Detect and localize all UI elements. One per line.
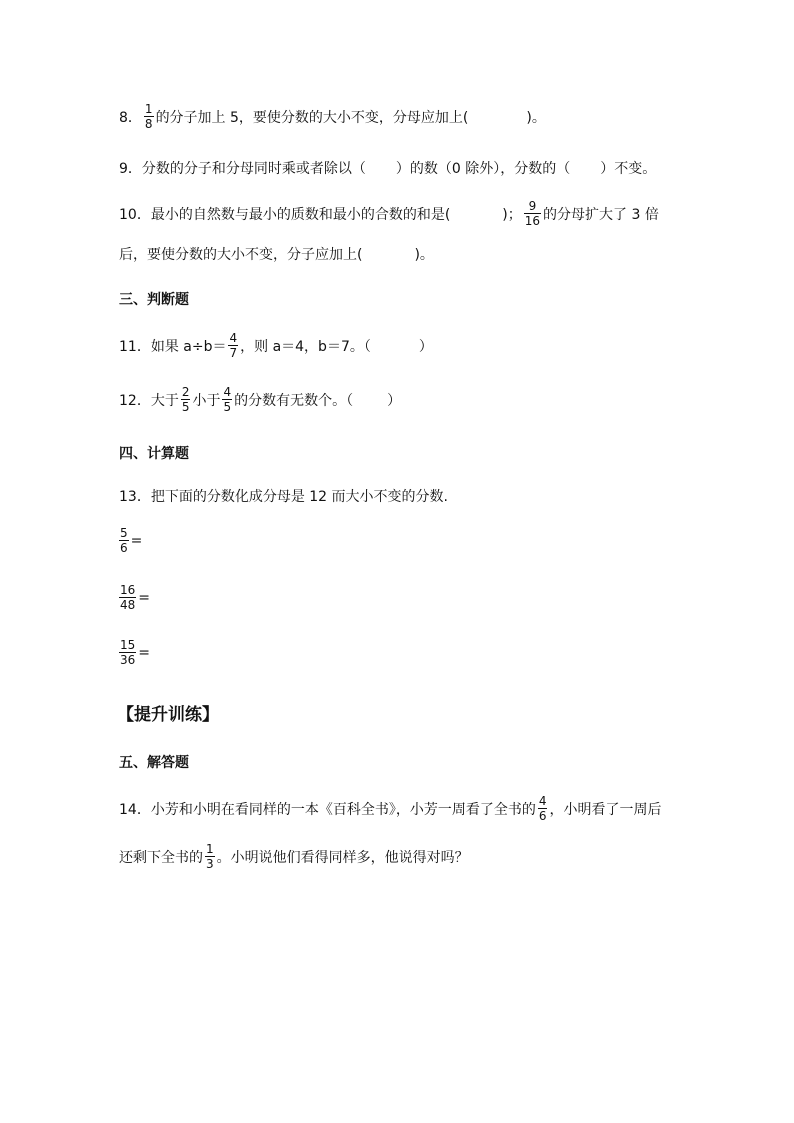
denominator: 6 bbox=[120, 541, 128, 555]
denominator: 7 bbox=[229, 346, 238, 360]
question-number: 12． bbox=[119, 392, 151, 409]
question-12 bbox=[119, 386, 401, 413]
question-text: )。 bbox=[526, 109, 546, 126]
question-number: 10． bbox=[119, 206, 151, 223]
equals-sign: = bbox=[138, 644, 151, 661]
question-14-continued bbox=[119, 843, 469, 870]
question-text: ，则 a＝4，b＝7。（ bbox=[240, 338, 371, 355]
equals-sign: = bbox=[130, 532, 143, 549]
question-text: ） bbox=[387, 392, 402, 409]
question-10-continued bbox=[119, 244, 434, 264]
fraction bbox=[119, 527, 129, 554]
numerator: 4 bbox=[223, 385, 232, 399]
question-number: 8． bbox=[119, 109, 142, 126]
fraction bbox=[205, 843, 215, 870]
conversion-item bbox=[119, 527, 202, 554]
numerator: 2 bbox=[181, 385, 190, 399]
question-text: 分数的分子和分母同时乘或者除以（ bbox=[141, 161, 366, 177]
question-text: 还剩下全书的 bbox=[119, 849, 203, 866]
section-heading: 三、判断题 bbox=[119, 292, 189, 308]
numerator: 9 bbox=[528, 199, 537, 213]
denominator: 36 bbox=[120, 653, 136, 667]
fraction bbox=[181, 386, 191, 413]
numerator: 4 bbox=[229, 331, 238, 345]
question-text: 。小明说他们看得同样多，他说得对吗？ bbox=[216, 849, 469, 866]
question-text: 大于 bbox=[150, 392, 179, 409]
section-heading: 五、解答题 bbox=[119, 755, 189, 771]
question-text: 如果 a÷b＝ bbox=[150, 338, 227, 355]
fraction bbox=[119, 639, 136, 666]
question-text: )； bbox=[502, 206, 522, 223]
equals-sign: = bbox=[138, 589, 151, 606]
conversion-item bbox=[119, 584, 210, 611]
section-title: 【提升训练】 bbox=[117, 705, 219, 725]
numerator: 4 bbox=[538, 794, 547, 808]
denominator: 6 bbox=[538, 809, 547, 823]
question-text: ，小明看了一周后 bbox=[549, 801, 662, 818]
question-number: 11． bbox=[119, 338, 151, 355]
fraction bbox=[144, 103, 154, 130]
question-text: 把下面的分数化成分母是 12 而大小不变的分数. bbox=[150, 489, 448, 505]
question-number: 13． bbox=[119, 489, 151, 505]
fraction bbox=[538, 795, 548, 822]
question-9 bbox=[119, 158, 656, 178]
question-text: ） bbox=[418, 338, 433, 355]
numerator: 1 bbox=[144, 102, 153, 116]
question-text: 小芳和小明在看同样的一本《百科全书》，小芳一周看了全书的 bbox=[150, 801, 536, 818]
question-text: 的分母扩大了 3 倍 bbox=[543, 206, 659, 223]
question-number: 14． bbox=[119, 801, 151, 818]
question-8 bbox=[119, 103, 546, 130]
numerator: 5 bbox=[120, 526, 128, 540]
question-number: 9． bbox=[119, 161, 142, 177]
numerator: 16 bbox=[120, 583, 136, 597]
fraction bbox=[119, 584, 136, 611]
question-text: 后，要使分数的大小不变，分子应加上( bbox=[119, 247, 363, 263]
question-13 bbox=[119, 486, 448, 506]
question-10 bbox=[119, 200, 659, 227]
denominator: 16 bbox=[524, 214, 541, 228]
question-text: 的分数有无数个。（ bbox=[234, 392, 354, 409]
question-text: 最小的自然数与最小的质数和最小的合数的和是( bbox=[150, 206, 451, 223]
section-heading: 四、计算题 bbox=[119, 446, 189, 462]
question-text: )。 bbox=[414, 247, 434, 263]
denominator: 5 bbox=[223, 400, 232, 414]
question-11 bbox=[119, 332, 433, 359]
denominator: 5 bbox=[181, 400, 190, 414]
conversion-item bbox=[119, 639, 210, 666]
denominator: 3 bbox=[206, 857, 214, 871]
question-text: ）的数（0 除外），分数的（ bbox=[395, 161, 571, 177]
denominator: 8 bbox=[144, 117, 153, 131]
question-text: 的分子加上 5，要使分数的大小不变，分母应加上( bbox=[155, 109, 469, 126]
numerator: 1 bbox=[206, 842, 214, 856]
fraction bbox=[222, 386, 232, 413]
fraction bbox=[524, 200, 541, 227]
denominator: 48 bbox=[120, 598, 136, 612]
fraction bbox=[228, 332, 238, 359]
question-text: 小于 bbox=[192, 392, 221, 409]
numerator: 15 bbox=[120, 638, 136, 652]
question-text: ）不变。 bbox=[600, 161, 657, 177]
question-14 bbox=[119, 795, 661, 822]
